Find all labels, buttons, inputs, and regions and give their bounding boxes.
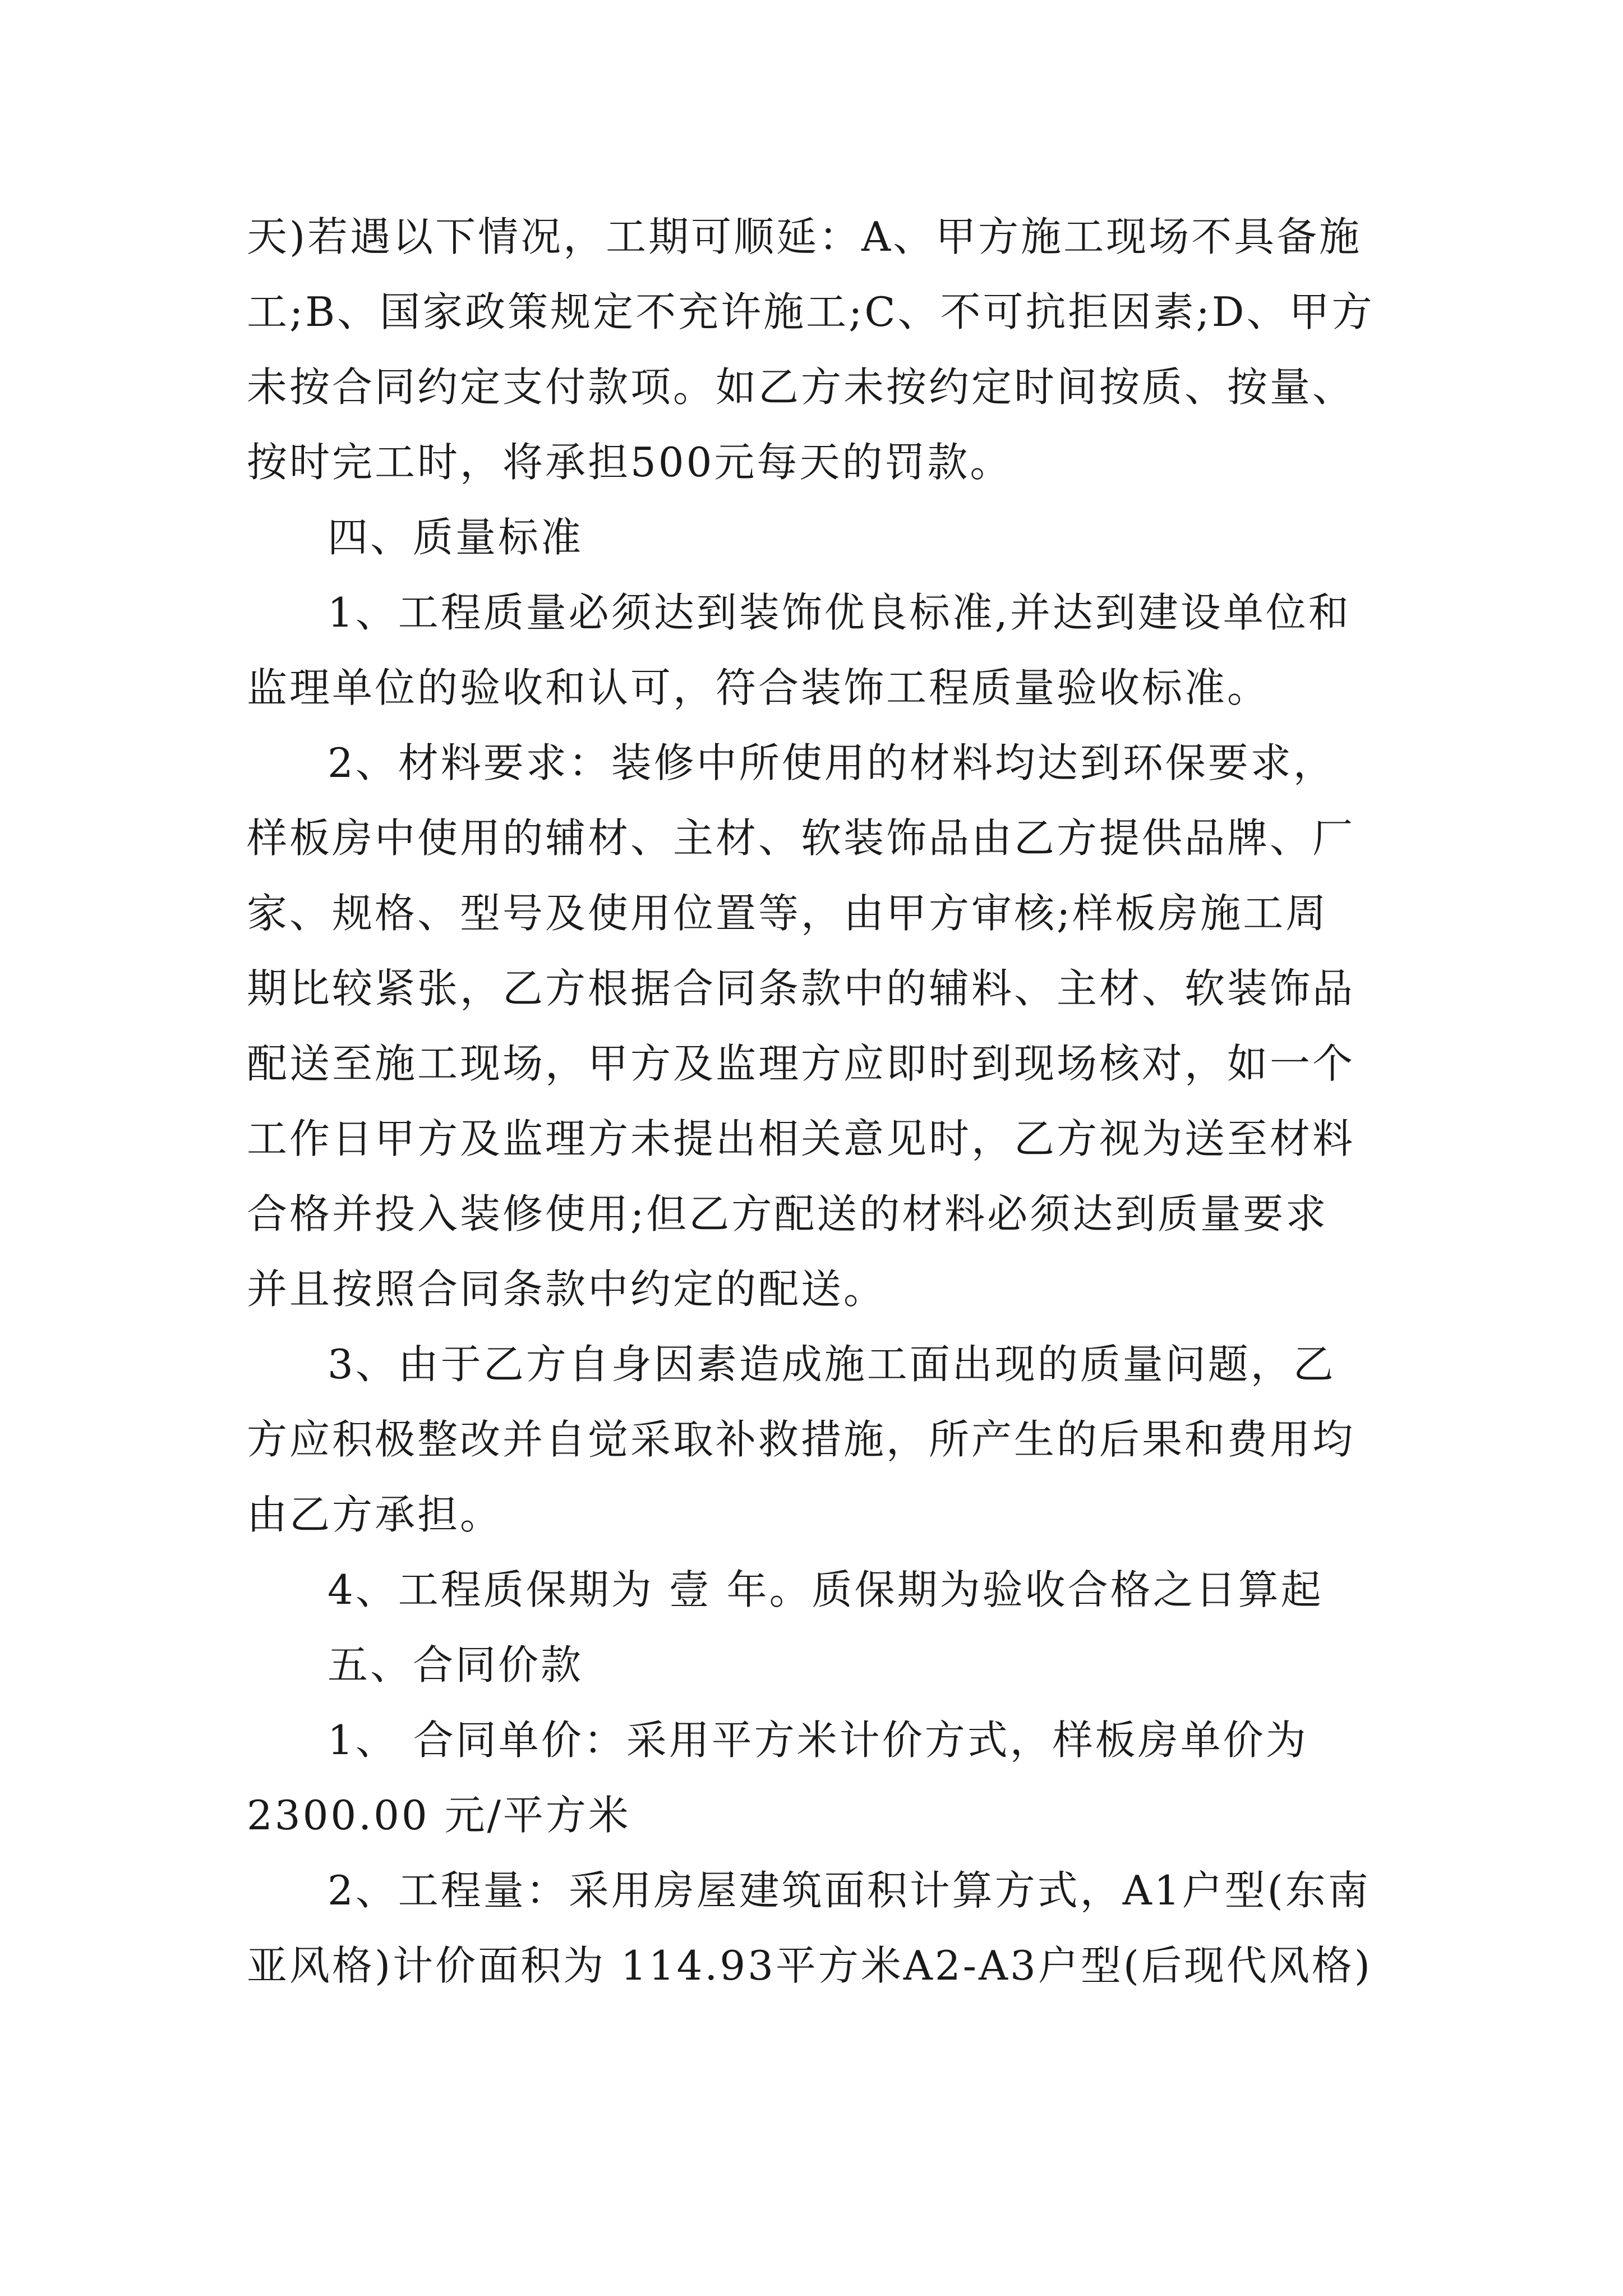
text-line: 3、由于乙方自身因素造成施工面出现的质量问题，乙 [328,1341,1336,1388]
text-line: 按时完工时，将承担500元每天的罚款。 [247,439,1013,486]
text-line: 天)若遇以下情况，工期可顺延：A、甲方施工现场不具备施 [247,213,1362,260]
text-line: 2300.00 元/平方米 [247,1792,631,1839]
text-line: 1、 合同单价：采用平方米计价方式，样板房单价为 [328,1717,1308,1764]
section-heading-quality: 四、质量标准 [328,514,584,561]
text-line: 并且按照合同条款中约定的配送。 [247,1266,887,1313]
text-line: 2、工程量：采用房屋建筑面积计算方式，A1户型(东南 [328,1867,1371,1914]
text-line: 样板房中使用的辅材、主材、软装饰品由乙方提供品牌、厂 [247,815,1355,862]
text-line: 配送至施工现场，甲方及监理方应即时到现场核对，如一个 [247,1040,1355,1087]
section-heading-price: 五、合同价款 [328,1641,584,1688]
text-line: 2、材料要求：装修中所使用的材料均达到环保要求， [328,739,1336,786]
text-line: 方应积极整改并自觉采取补救措施，所产生的后果和费用均 [247,1416,1355,1463]
text-line: 期比较紧张，乙方根据合同条款中的辅料、主材、软装饰品 [247,965,1355,1012]
text-line: 合格并投入装修使用;但乙方配送的材料必须达到质量要求 [247,1190,1329,1237]
text-line: 工;B、国家政策规定不充许施工;C、不可抗拒因素;D、甲方 [247,288,1375,335]
text-line: 由乙方承担。 [247,1491,503,1538]
text-line: 家、规格、型号及使用位置等，由甲方审核;样板房施工周 [247,890,1329,937]
text-line: 工作日甲方及监理方未提出相关意见时，乙方视为送至材料 [247,1115,1355,1162]
text-line: 未按合同约定支付款项。如乙方未按约定时间按质、按量、 [247,364,1355,411]
text-line: 1、工程质量必须达到装饰优良标准,并达到建设单位和 [328,589,1351,636]
text-line: 4、工程质保期为 壹 年。质保期为验收合格之日算起 [328,1566,1324,1613]
text-line: 亚风格)计价面积为 114.93平方米A2-A3户型(后现代风格) [247,1942,1373,1989]
text-line: 监理单位的验收和认可，符合装饰工程质量验收标准。 [247,664,1270,711]
